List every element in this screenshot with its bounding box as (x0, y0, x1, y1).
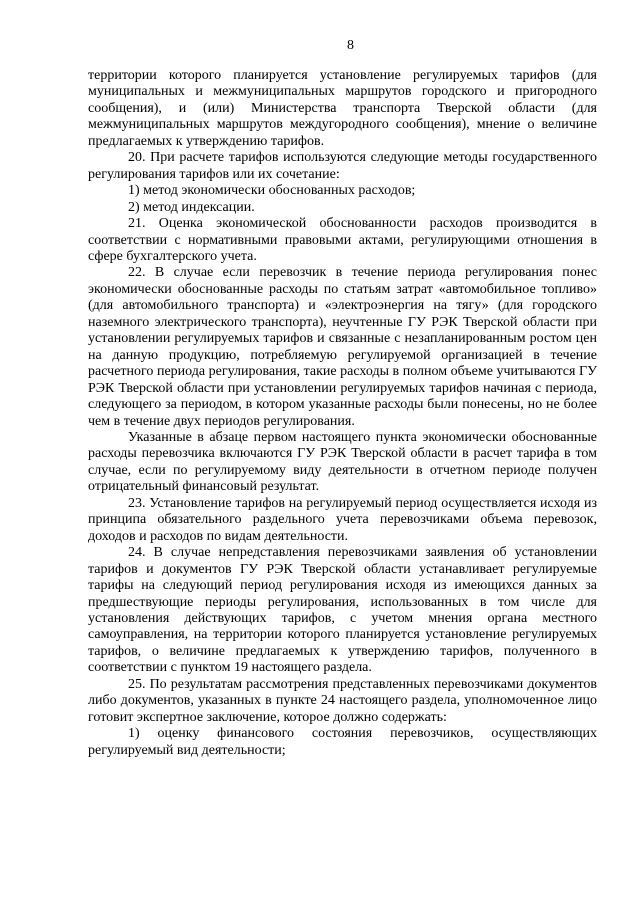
paragraph-item-25-sub-1: 1) оценку финансового состояния перевозчиков, осуществляющих регулируемый вид деятельности; (88, 726, 597, 758)
paragraph-method-1: 1) метод экономически обоснованных расходов; (128, 183, 416, 199)
paragraph-item-23: 23. Установление тарифов на регулируемый период осуществляется исходя из принципа обязательного раздельного учета перевозчиками объема перевозок, доходов и расходов по видам деятельности. (88, 495, 597, 544)
paragraph-method-2: 2) метод индексации. (128, 199, 255, 215)
page-number: 8 (347, 38, 354, 53)
paragraph-item-25: 25. По результатам рассмотрения представленных перевозчиками документов либо документов, указанных в пункте 24 настоящего раздела, уполномоченное лицо готовит экспертное заключение, которое должно содержать: (88, 676, 597, 725)
document-body (88, 68, 597, 759)
paragraph-item-20: 20. При расчете тарифов используются следующие методы государственного регулирования тарифов или их сочетание: (88, 150, 597, 182)
paragraph-item-22-note: Указанные в абзаце первом настоящего пункта экономически обоснованные расходы перевозчика включаются ГУ РЭК Тверской области в расчет тарифа в том случае, если по регулируемому виду деятельности в отчетном периоде получен отрицательный финансовый результат. (88, 429, 597, 495)
paragraph-continuation: территории которого планируется установление регулируемых тарифов (для муниципальных и межмуниципальных маршрутов городского и пригородного сообщения), и (или) Министерства транспорта Тверской области (для межмуниципальных маршрутов междугородного сообщения), мнение о величине предлагаемых к утверждению тарифов. (88, 68, 597, 149)
paragraph-item-21: 21. Оценка экономической обоснованности расходов производится в соответствии с нормативными правовыми актами, регулирующими отношения в сфере бухгалтерского учета. (88, 216, 597, 264)
paragraph-item-22: 22. В случае если перевозчик в течение периода регулирования понес экономически обоснованные расходы по статьям затрат «автомобильное топливо» (для автомобильного транспорта) и «электроэнергия на тягу» (для городского наземного электрического транспорта), неучтенные ГУ РЭК Тверской области при установлении регулируемых тарифов и связанные с незапланированным ростом цен на данную продукцию, потребляемую регулируемой организацией в течение расчетного периода регулирования, такие расходы в полном объеме учитываются ГУ РЭК Тверской области при установлении регулируемых тарифов начиная с периода, следующего за периодом, в котором указанные расходы были понесены, но не более чем в течение двух периодов регулирования. (88, 265, 597, 429)
paragraph-item-24: 24. В случае непредставления перевозчиками заявления об установлении тарифов и документов ГУ РЭК Тверской области устанавливает регулируемые тарифы на следующий период регулирования исходя из имеющихся данных за предшествующие периоды регулирования, использованных в том числе для установления действующих тарифов, с учетом мнения органа местного самоуправления, на территории которого планируется установление регулируемых тарифов, о величине предлагаемых к утверждению тарифов, полученного в соответствии с пунктом 19 настоящего раздела. (88, 545, 597, 676)
